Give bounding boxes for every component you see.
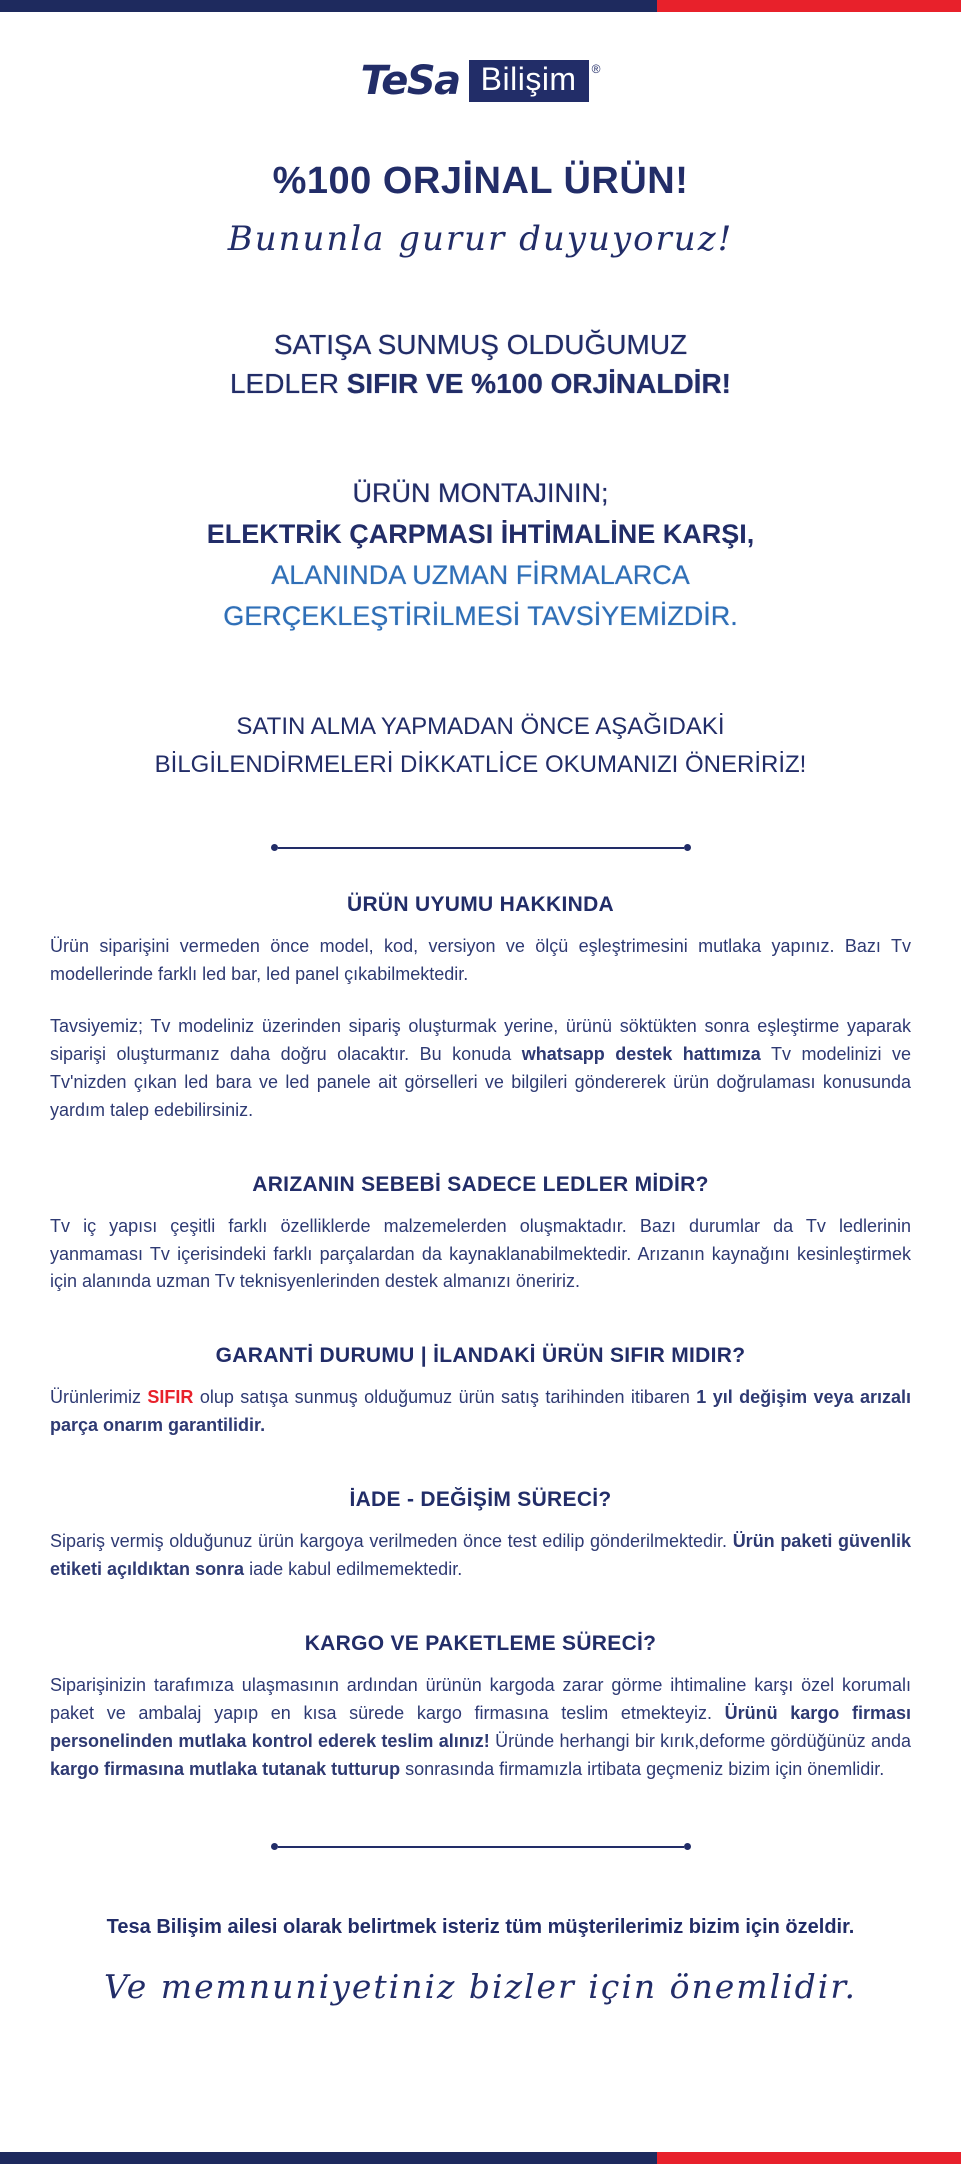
divider-dot-left xyxy=(271,844,278,851)
section-paragraph: Tavsiyemiz; Tv modeliniz üzerinden sipariş oluşturmak yerine, ürünü söktükten sonra eşleştirme yaparak siparişi oluşturmanız daha doğru olacaktır. Bu konuda whatsapp destek hattımıza Tv modelinizi ve Tv'nizden çıkan led bara ve led panele ait görselleri ve bilgileri göndererek ürün doğrulaması konusunda yardım talep edebilirsiniz. xyxy=(50,1016,912,1120)
section-paragraph: Siparişinizin tarafımıza ulaşmasının ardından ürünün kargoda zarar görme ihtimaline karşı özel korumalı paket ve ambalaj yapıp en kısa sürede kargo firmasına teslim etmekteyiz. Ürünü kargo firması personelinden mutlaka kontrol ederek teslim alınız! Üründe herhangi bir kırık,deforme gördüğünüz anda kargo firmasına mutlaka tutanak tutturup sonrasında firmamızla irtibata geçmeniz bizim için önemlidir. xyxy=(50,1674,911,1779)
section-paragraph: Ürünlerimiz SIFIR olup satışa sunmuş olduğumuz ürün satış tarihinden itibaren 1 yıl değişim veya arızalı parça onarım garantilidir. xyxy=(50,1387,912,1436)
hero-title: %100 ORJİNAL ÜRÜN! xyxy=(272,160,689,202)
section-warranty xyxy=(50,1344,911,1440)
content-column xyxy=(0,60,961,2006)
brand-logo xyxy=(50,60,911,102)
purchase-notice-line-1: SATIN ALMA YAPMADAN ÖNCE AŞAĞIDAKİ xyxy=(236,712,725,740)
divider-dot-right xyxy=(684,1843,691,1850)
installation-line-1: ÜRÜN MONTAJININ; xyxy=(352,478,609,509)
registered-trademark-icon: ® xyxy=(591,62,601,76)
section-heading-warranty: GARANTİ DURUMU | İLANDAKİ ÜRÜN SIFIR MIDIR? xyxy=(215,1344,746,1368)
section-divider-top xyxy=(271,844,691,851)
section-shipping-packaging xyxy=(50,1632,911,1784)
section-divider-bottom xyxy=(271,1843,691,1850)
top-accent-bar-red-segment xyxy=(657,0,961,12)
section-product-compatibility xyxy=(50,893,911,1124)
sales-line-2: LEDLER SIFIR VE %100 ORJİNALDİR! xyxy=(229,368,732,400)
section-heading-fault-cause: ARIZANIN SEBEBİ SADECE LEDLER MİDİR? xyxy=(252,1172,709,1196)
bottom-accent-bar-navy-segment xyxy=(0,2152,657,2164)
hero-tagline-script: Bununla gurur duyuyoruz! xyxy=(227,219,734,259)
logo-bilisim-text: Bilişim xyxy=(480,61,577,97)
closing-script-line: Ve memnuniyetiniz bizler için önemlidir. xyxy=(103,1967,858,2007)
bottom-accent-bar xyxy=(0,2152,961,2164)
section-heading-shipping-packaging: KARGO VE PAKETLEME SÜRECİ? xyxy=(304,1631,657,1655)
installation-line-3: ALANINDA UZMAN FİRMALARCA xyxy=(271,560,690,591)
section-paragraph: Tv iç yapısı çeşitli farklı özelliklerde malzemelerden oluşmaktadır. Bazı durumlar da Tv ledlerinin yanmaması Tv içerisindeki farklı parçalardan da kaynaklanabilmektedir. Arızanın kaynağını kesinleştirmek için alanında uzman Tv teknisyenlerinden destek almanızı öneririz. xyxy=(50,1215,911,1292)
divider-line xyxy=(278,847,684,849)
installation-line-2: ELEKTRİK ÇARPMASI İHTİMALİNE KARŞI, xyxy=(206,519,755,550)
sales-claim xyxy=(50,325,911,403)
divider-dot-right xyxy=(684,844,691,851)
purchase-notice-line-2: BİLGİLENDİRMELERİ DİKKATLİCE OKUMANIZI ÖNERİRİZ! xyxy=(154,750,807,778)
section-paragraph: Sipariş vermiş olduğunuz ürün kargoya verilmeden önce test edilip gönderilmektedir. Ürün paketi güvenlik etiketi açıldıktan sonra iade kabul edilmemektedir. xyxy=(50,1531,911,1579)
bottom-accent-bar-red-segment xyxy=(657,2152,961,2164)
section-heading-product-compatibility: ÜRÜN UYUMU HAKKINDA xyxy=(346,893,615,917)
top-accent-bar xyxy=(0,0,961,12)
top-accent-bar-navy-segment xyxy=(0,0,657,12)
purchase-notice xyxy=(50,708,911,785)
installation-advice xyxy=(50,473,911,637)
divider-line xyxy=(278,1846,684,1848)
logo-bilisim-badge xyxy=(469,60,589,102)
section-fault-cause xyxy=(50,1173,911,1297)
sales-line-1: SATIŞA SUNMUŞ OLDUĞUMUZ xyxy=(273,329,688,360)
closing-statement: Tesa Bilişim ailesi olarak belirtmek isteriz tüm müşterilerimiz bizim için özeldir. xyxy=(106,1916,855,1939)
section-paragraph: Ürün siparişini vermeden önce model, kod, versiyon ve ölçü eşleştrimesini mutlaka yapınız. Bazı Tv modellerinde farklı led bar, led panel çıkabilmektedir. xyxy=(50,936,911,985)
logo-tesa-wordmark: TeSa xyxy=(360,58,460,104)
section-heading-return-exchange: İADE - DEĞİŞİM SÜRECİ? xyxy=(349,1488,612,1512)
divider-dot-left xyxy=(271,1843,278,1850)
section-return-exchange xyxy=(50,1488,911,1584)
installation-line-4: GERÇEKLEŞTİRİLMESİ TAVSİYEMİZDİR. xyxy=(223,601,738,632)
